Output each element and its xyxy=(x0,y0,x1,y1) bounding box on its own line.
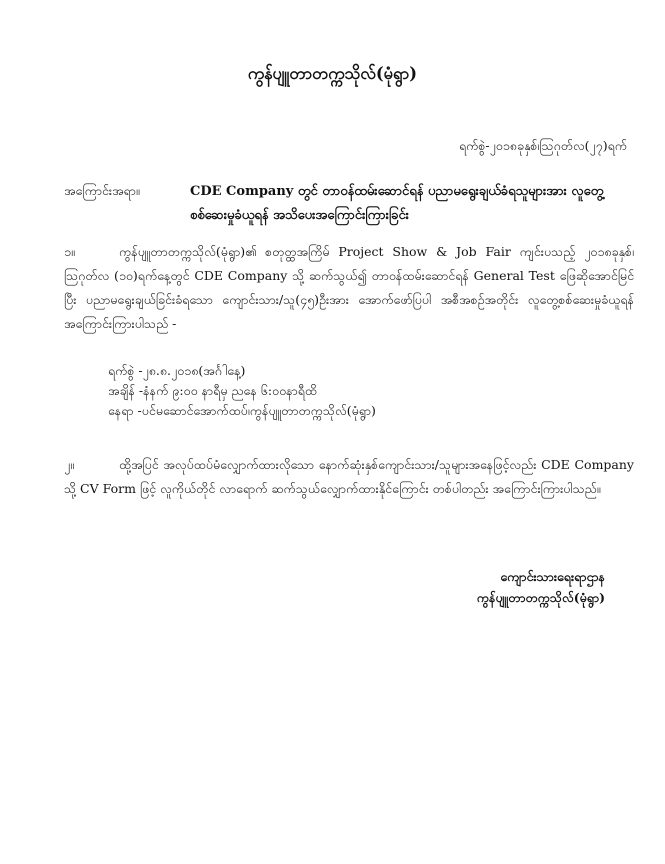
signature-block xyxy=(477,566,605,608)
subject-label: အကြောင်းအရာ။ xyxy=(64,183,140,198)
signature-university: ကွန်ပျူတာတက္ကသိုလ်(မုံရွာ) xyxy=(476,590,605,605)
detail-place: နေရာ -ပင်မဆောင်အောက်ထပ်၊ကွန်ပျူတာတက္ကသိုလ်(မုံရွာ) xyxy=(108,403,376,418)
document-title: ကွန်ပျူတာတက္ကသိုလ်(မုံရွာ) xyxy=(247,64,418,83)
subject-text: CDE Company တွင် တာဝန်ထမ်းဆောင်ရန် ပညာမရွေးချယ်ခံရသူများအား လူတွေ့ စစ်ဆေးမှုခံယူရန် အသိပေးအကြောင်းကြားခြင်း xyxy=(190,184,604,223)
detail-time: အချိန် -နံနက် ၉:၀၀ နာရီမှ ညနေ ၆:၀၀နာရီထိ xyxy=(108,383,317,398)
reference-date: ရက်စွဲ-၂၀၁၈ခုနှစ်၊ဩဂုတ်လ(၂၇)ရက် xyxy=(458,138,627,153)
signature-department: ကျောင်းသားရေးရာဌာန xyxy=(500,569,605,584)
paragraph-1-text: ကွန်ပျူတာတက္ကသိုလ်(မုံရွာ)၏ စတုတ္ထအကြိမ် Project Show & Job Fair ကျင်းပသည့် ၂၀၁၈ခုနှစ်၊ ဩဂုတ်လ (၁၀)ရက်နေ့တွင် CDE Company သို့ ဆက်သွယ်၍ တာဝန်ထမ်းဆောင်ရန် General Test ဖြေဆိုအောင်မြင်ပြီး ပညာမရွေးချယ်ခြင်းခံရသော ကျောင်းသား/သူ(၄၅)ဦးအား အောက်ဖော်ပြပါ အစီအစဉ်အတိုင်း လူတွေ့စစ်ဆေးမှုခံယူရန် အကြောင်းကြားပါသည် - xyxy=(64,244,634,331)
paragraph-1-number: ၁။ xyxy=(64,244,75,259)
paragraph-2-text: ထို့အပြင် အလုပ်ထပ်မံလျှောက်ထားလိုသော နောက်ဆုံးနှစ်ကျောင်းသား/သူများအနေဖြင့်လည်း CDE Company သို့ CV Form ဖြင့် လူကိုယ်တိုင် လာရောက် ဆက်သွယ်လျှောက်ထားနိုင်ကြောင်း တစ်ပါတည်း အကြောင်းကြားပါသည်။ xyxy=(64,457,634,496)
paragraph-1 xyxy=(64,240,634,336)
paragraph-2 xyxy=(64,453,634,501)
detail-date: ရက်စွဲ -၂၈.၈.၂၀၁၈(အင်္ဂါနေ့) xyxy=(108,363,246,378)
interview-details xyxy=(108,361,376,421)
paragraph-2-number: ၂။ xyxy=(64,457,74,472)
